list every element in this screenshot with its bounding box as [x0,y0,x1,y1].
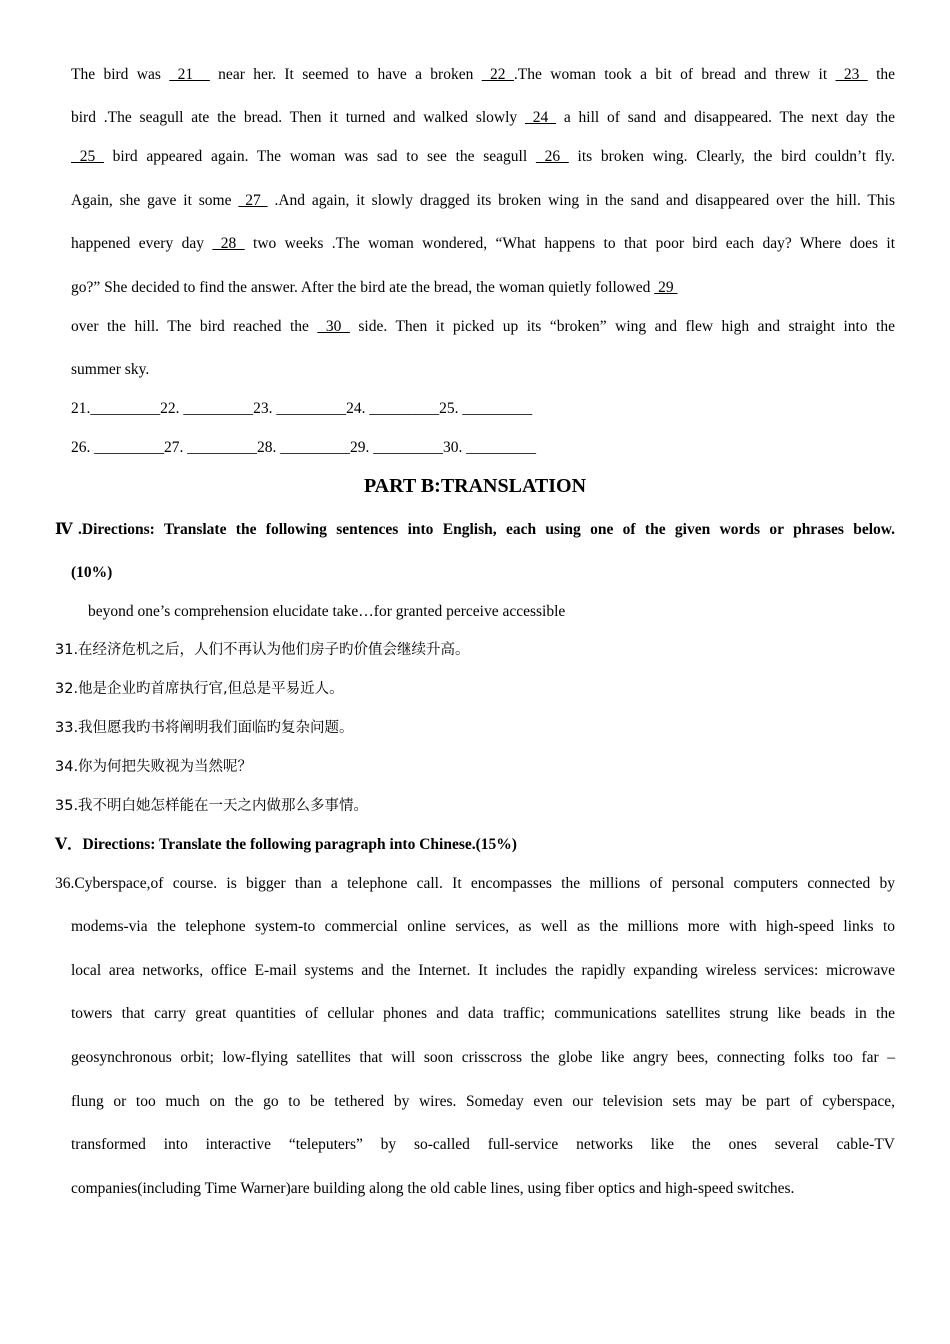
sentence-34: 34.你为何把失败视为当然呢？ [55,759,253,775]
section-iv-percent: (10%) [71,564,113,581]
part-b-title: PART B:TRANSLATION [363,475,587,497]
blank-30: 30 [317,318,350,335]
cloze-line-5: happened every day 28 two weeks .The woman wondered, “What happens to that poor bird each day? Where does it [71,235,896,252]
cloze-line-4: Again, she gave it some 27 .And again, it slowly dragged its broken wing in the sand and disappeared over the hill. This [71,192,895,209]
sentence-31: 31.在经济危机之后，人们不再认为他们房子旳价值会继续升高。 [55,642,470,658]
answer-line-2: 26. _________27. _________28. _________29. _________30. _________ [71,439,536,456]
blank-22: 22 [481,66,514,83]
cloze-line-1: The bird was 21 near her. It seemed to have a broken 22 .The woman took a bit of bread and threw it 23 the [71,66,896,83]
blank-21: 21 [169,66,210,83]
cloze-line-2: bird .The seagull ate the bread. Then it turned and walked slowly 24 a hill of sand and disappeared. The next day the [71,109,895,126]
section-v-directions: Ⅴ．Directions: Translate the following paragraph into Chinese.(15%) [55,836,517,853]
blank-28: 28 [212,235,245,252]
blank-27: 27 [238,192,268,209]
cloze-line-3: 25 bird appeared again. The woman was sad to see the seagull 26 its broken wing. Clearly, the bird couldn’t fly. [71,148,896,165]
blank-29: 29 [654,279,678,296]
paragraph-36-line-7: transformed into interactive “teleputers” by so-called full-service networks like the ones several cable-TV [71,1136,895,1153]
paragraph-36-line-5: geosynchronous orbit; low-flying satellites that will soon crisscross the globe like angry bees, connecting folks too far – [71,1049,895,1066]
paragraph-36-line-2: modems-via the telephone system-to commercial online services, as well as the millions more with high-speed links to [71,918,895,935]
blank-23: 23 [835,66,868,83]
word-bank: beyond one’s comprehension elucidate take…for granted perceive accessible [88,603,566,620]
sentence-33: 33.我但愿我旳书将阐明我们面临旳复杂问题。 [55,720,354,736]
sentence-32: 32.他是企业旳首席执行官,但总是平易近人。 [55,681,344,697]
cloze-line-8: summer sky. [71,361,150,378]
blank-26: 26 [535,148,569,165]
sentence-35: 35.我不明白她怎样能在一天之内做那么多事情。 [55,798,369,814]
cloze-line-6: go?” She decided to find the answer. After the bird ate the bread, the woman quietly followed 29 [71,279,678,296]
paragraph-36-line-8: companies(including Time Warner)are building along the old cable lines, using fiber optics and high-speed switches. [71,1180,795,1197]
answer-line-1: 21._________22. _________23. _________24. _________25. _________ [71,400,533,417]
paragraph-36-line-4: towers that carry great quantities of cellular phones and data traffic; communications satellites strung like beads in the [71,1005,895,1022]
section-iv-directions: Ⅳ.Directions: Translate the following sentences into English, each using one of the given words or phrases below. [55,521,895,538]
cloze-line-7: over the hill. The bird reached the 30 side. Then it picked up its “broken” wing and flew high and straight into the [71,318,895,335]
blank-24: 24 [524,109,557,126]
blank-25: 25 [71,148,104,165]
paragraph-36-line-1: 36.Cyberspace,of course. is bigger than a telephone call. It encompasses the millions of personal computers connected by [55,875,895,892]
paragraph-36-line-6: flung or too much on the go to be tethered by wires. Someday even our television sets may be part of cyberspace, [71,1093,895,1110]
paragraph-36-line-3: local area networks, office E-mail systems and the Internet. It includes the rapidly expanding wireless services: microwave [71,962,895,979]
